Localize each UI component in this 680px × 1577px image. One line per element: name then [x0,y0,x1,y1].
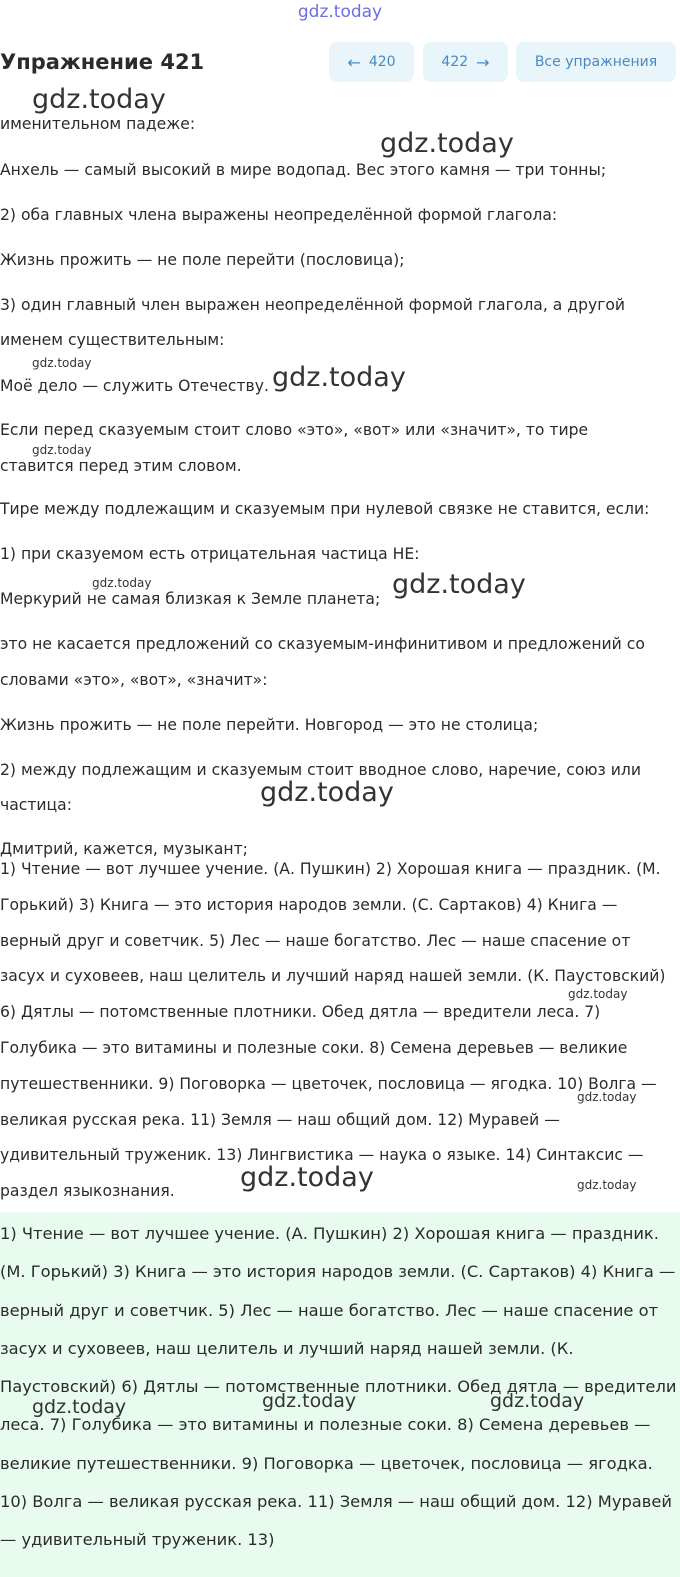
watermark: gdz.today [92,576,152,590]
watermark: gdz.today [577,1178,637,1192]
page-title: Упражнение 421 [0,50,205,74]
theory-line: 2) между подлежащим и сказуемым стоит вводное слово, наречие, союз или [0,761,642,779]
exercise-header [0,42,680,82]
theory-line: 2) оба главных члена выражены неопределённой формой глагола: [0,206,558,224]
theory-line: Дмитрий, кажется, музыкант; [0,840,248,858]
watermark: gdz.today [392,569,526,600]
theory-line: Жизнь прожить — не поле перейти (пословица); [0,251,405,269]
next-exercise-button[interactable] [423,42,508,82]
theory-line: именительном падеже: [0,115,196,133]
watermark: gdz.today [260,777,394,808]
answer-paragraph: 1) Чтение — вот лучшее учение. (А. Пушкин) 2) Хорошая книга — праздник. (М. Горький) 3) Книга — это история народов земли. (С. Сартаков) 4) Книга — верный друг и советчик. 5) Лес — наше богатство. Лес — наше спасение от засух и суховеев, наш целитель и лучший наряд нашей земли. (К. Паустовский) 6) Дятлы — потомственные плотники. Обед дятла — вредители леса. 7) Голубика — это витамины и полезные соки. 8) Семена деревьев — великие путешественники. 9) Поговорка — цветочек, пословица — ягодка. 10) Волга — великая русская река. 11) Земля — наш общий дом. 12) Муравей — удивительный труженик. 13) Лингвистика — наука о языке. 14) Синтаксис — раздел языкознания. [0,860,666,1201]
answer-paragraph: 1) Чтение — вот лучшее учение. (А. Пушкин) 2) Хорошая книга — праздник. (М. Горький) 3) Книга — это история народов земли. (С. Сартаков) 4) Книга — верный друг и советчик. 5) Лес — наше богатство. Лес — наше спасение от засух и суховеев, наш целитель и лучший наряд нашей земли. (К. Паустовский) 6) Дятлы — потомственные плотники. Обед дятла — вредители леса. 7) Голубика — это витамины и полезные соки. 8) Семена деревьев — великие путешественники. 9) Поговорка — цветочек, пословица — ягодка. 10) Волга — великая русская река. 11) Земля — наш общий дом. 12) Муравей — удивительный труженик. 13) [0,1224,677,1550]
theory-line: Меркурий не самая близкая к Земле планета; [0,590,381,608]
theory-line: Тире между подлежащим и сказуемым при нулевой связке не ставится, если: [0,500,650,518]
theory-line: это не касается предложений со сказуемым-инфинитивом и предложений со [0,635,645,653]
theory-line: ставится перед этим словом. [0,457,242,475]
watermark: gdz.today [32,356,92,370]
watermark: gdz.today [240,1162,374,1193]
all-exercises-button[interactable] [516,42,676,82]
theory-line: именем существительным: [0,331,225,349]
theory-line: 1) при сказуемом есть отрицательная частица НЕ: [0,545,420,563]
next-exercise-label: 422 [441,54,469,70]
watermark: gdz.today [568,987,628,1001]
theory-line: 3) один главный член выражен неопределённой формой глагола, а другой [0,296,626,314]
theory-line: частица: [0,796,72,814]
prev-exercise-button[interactable] [329,42,414,82]
answer-text [0,852,680,1210]
arrow-left-icon: ← [347,52,361,72]
watermark: gdz.today [577,1090,637,1104]
watermark: gdz.today [490,1390,585,1412]
theory-line: Если перед сказуемым стоит слово «это», «вот» или «значит», то тире [0,421,589,439]
theory-line: Моё дело — служить Отечеству. [0,377,269,395]
arrow-right-icon: → [476,52,490,72]
watermark: gdz.today [32,84,166,115]
theory-line: Жизнь прожить — не поле перейти. Новгород — это не столица; [0,716,539,734]
watermark: gdz.today [32,443,92,457]
watermark: gdz.today [32,1396,127,1418]
theory-section [0,104,680,858]
site-link[interactable]: gdz.today [297,2,383,22]
watermark: gdz.today [380,128,514,159]
all-exercises-label: Все упражнения [534,54,658,70]
prev-exercise-label: 420 [368,54,396,70]
watermark: gdz.today [272,362,406,393]
theory-line: Анхель — самый высокий в мире водопад. Вес этого камня — три тонны; [0,161,607,179]
theory-line: словами «это», «вот», «значит»: [0,671,268,689]
watermark: gdz.today [262,1390,357,1412]
